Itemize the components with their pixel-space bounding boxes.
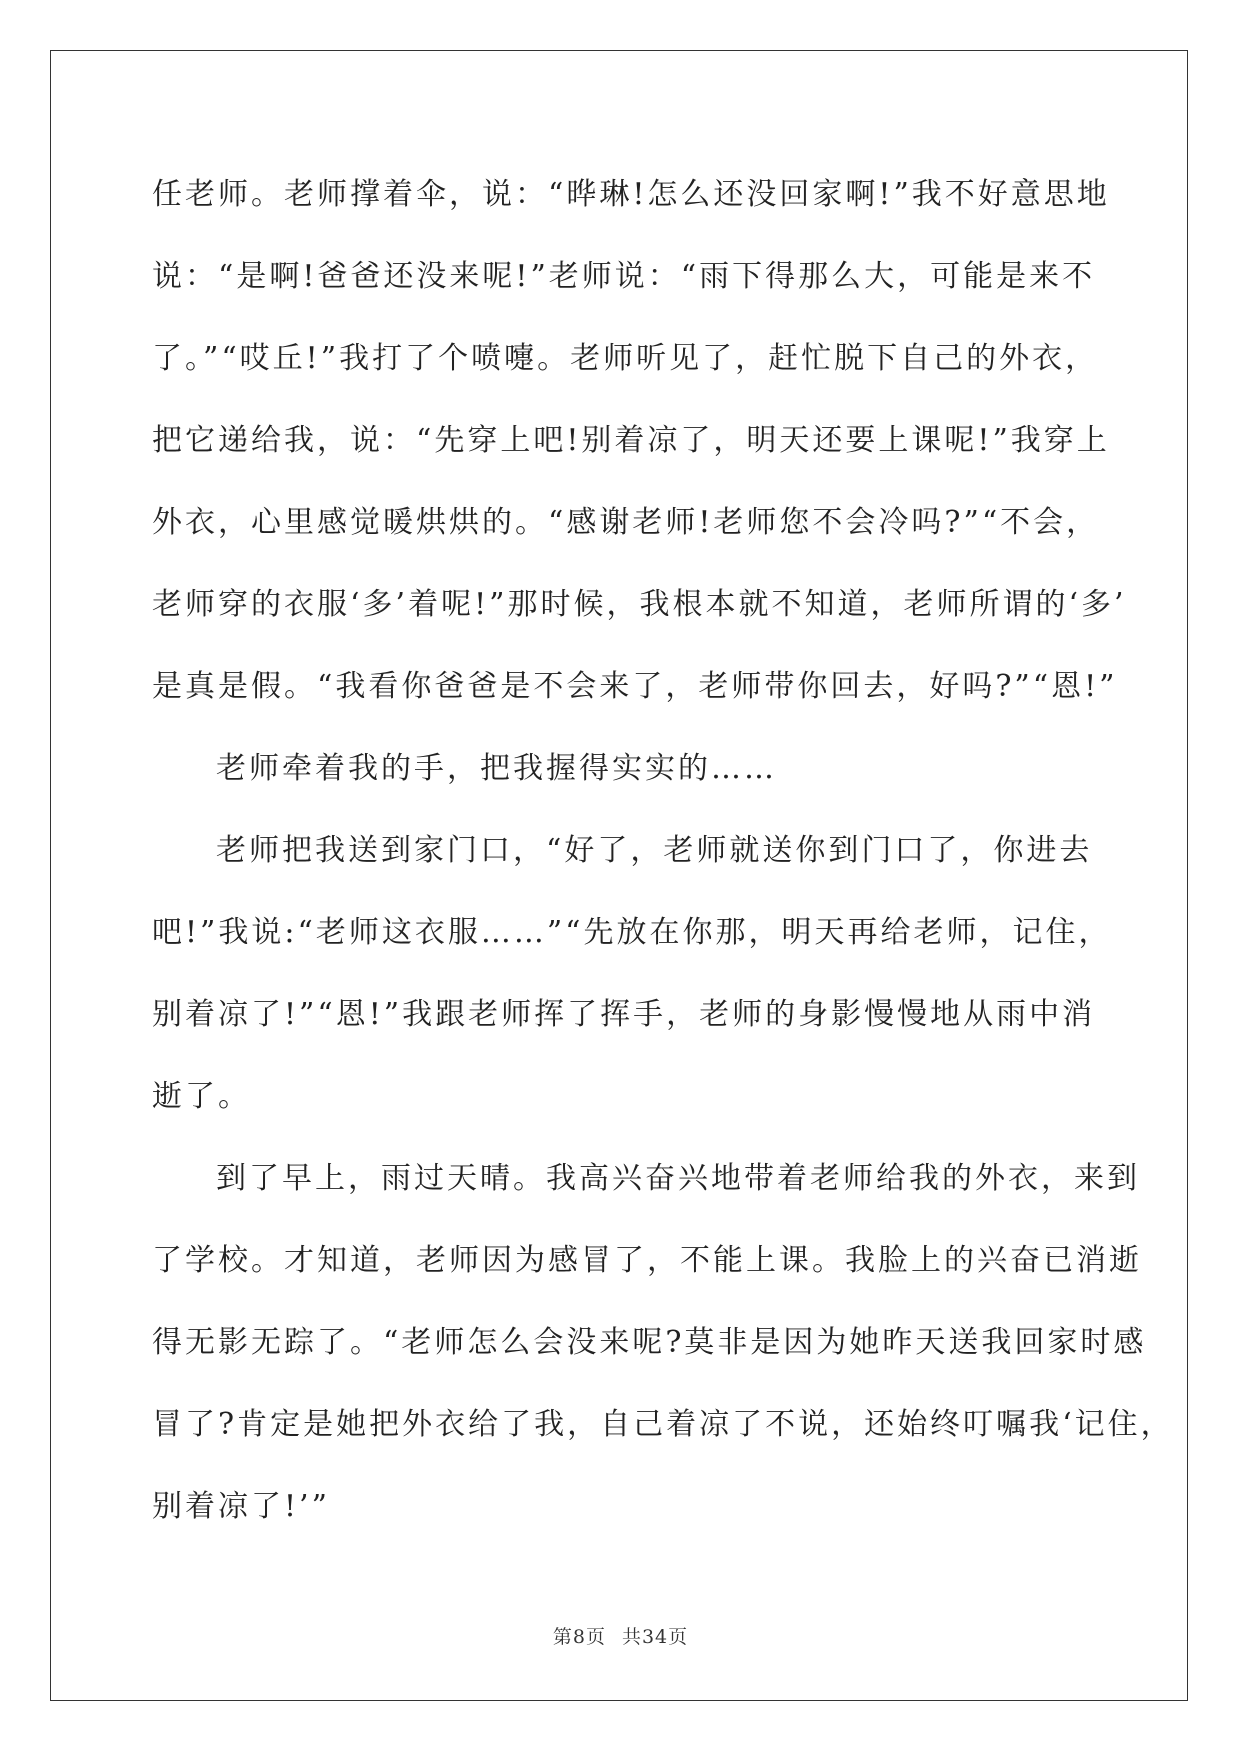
text-line: 了学校。才知道，老师因为感冒了，不能上课。我脸上的兴奋已消逝 <box>152 1243 1142 1278</box>
text-line: 了。”“哎丘!”我打了个喷嚏。老师听见了，赶忙脱下自己的外衣， <box>152 341 1099 376</box>
text-line: 冒了?肯定是她把外衣给了我，自己着凉了不说，还始终叮嘱我‘记住， <box>152 1407 1174 1442</box>
text-line: 外衣，心里感觉暖烘烘的。“感谢老师!老师您不会冷吗?”“不会， <box>152 505 1100 540</box>
text-line: 吧!”我说:“老师这衣服……”“先放在你那，明天再给老师，记住， <box>152 915 1112 950</box>
text-line: 得无影无踪了。“老师怎么会没来呢?莫非是因为她昨天送我回家时感 <box>152 1325 1147 1360</box>
text-line: 别着凉了!’” <box>152 1489 330 1524</box>
text-line: 别着凉了!”“恩!”我跟老师挥了挥手，老师的身影慢慢地从雨中消 <box>152 997 1096 1032</box>
text-line: 是真是假。“我看你爸爸是不会来了，老师带你回去，好吗?”“恩!” <box>152 669 1118 704</box>
document-body <box>152 160 1174 1554</box>
text-line: 把它递给我，说：“先穿上吧!别着凉了，明天还要上课呢!”我穿上 <box>152 423 1110 458</box>
text-line: 说：“是啊!爸爸还没来呢!”老师说：“雨下得那么大，可能是来不 <box>152 259 1096 294</box>
page-total: 共34页 <box>621 1626 689 1648</box>
text-line: 逝了。 <box>152 1079 251 1114</box>
text-line: 老师穿的衣服‘多’着呢!”那时候，我根本就不知道，老师所谓的‘多’ <box>152 587 1127 622</box>
page-footer <box>0 1622 1241 1649</box>
text-line: 任老师。老师撑着伞，说：“晔琳!怎么还没回家啊!”我不好意思地 <box>152 177 1110 212</box>
paragraph-start-line: 老师牵着我的手，把我握得实实的…… <box>216 751 777 786</box>
paragraph-start-line: 老师把我送到家门口，“好了，老师就送你到门口了，你进去 <box>216 833 1093 868</box>
paragraph-start-line: 到了早上，雨过天晴。我高兴奋兴地带着老师给我的外衣，来到 <box>216 1161 1140 1196</box>
page-number: 第8页 <box>552 1626 606 1648</box>
